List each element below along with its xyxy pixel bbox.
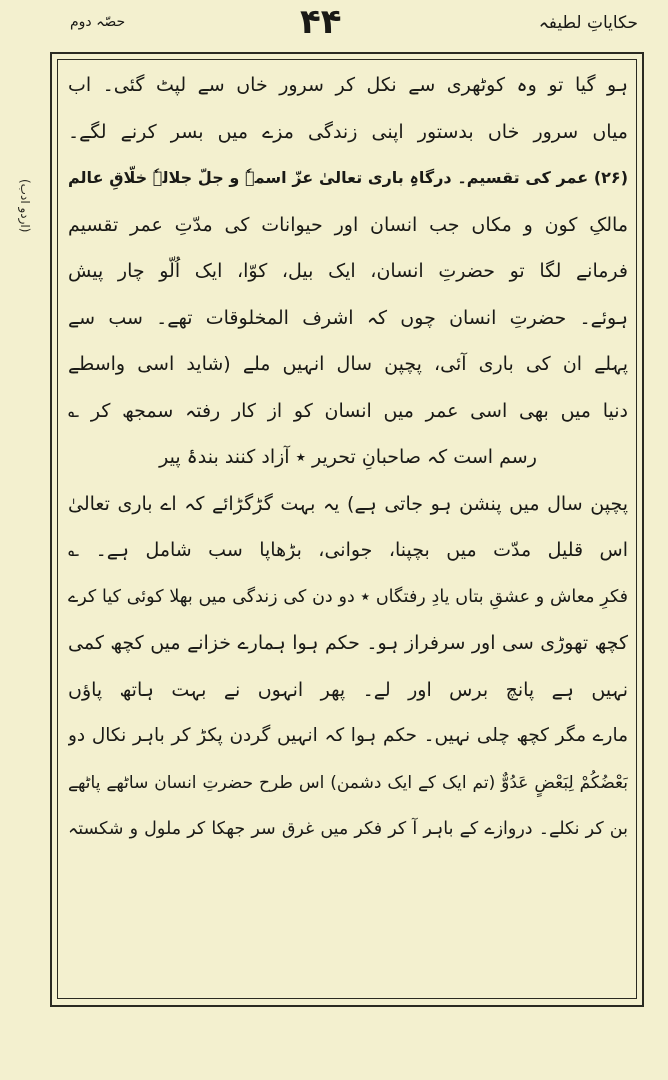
text-line: نہیں ہے پانچ برس اور لے۔ پھر انہوں نے بہت ہاتھ پاؤں	[68, 678, 628, 701]
text-line: فرمانے لگا تو حضرتِ انسان، ایک بیل، کوّا، ایک اُلّو چار پیش	[68, 260, 628, 282]
page-number: ۴۴	[300, 2, 342, 42]
text-line: اس قلیل مدّت میں بچپنا، جوانی، بڑھاپا سب شامل ہے۔ ؎	[68, 539, 628, 561]
text-line: مالکِ کون و مکاں جب انسان اور حیوانات کی مدّتِ عمر تقسیم	[68, 213, 628, 236]
text-line: پچپن سال میں پنشن ہو جاتی ہے) یہ بہت گڑگڑائے کہ اے باری تعالیٰ	[68, 492, 628, 515]
text-line: دنیا میں بھی اسی عمر میں انسان کو از کار رفتہ سمجھ کر ؎	[68, 399, 628, 422]
body-text	[68, 62, 628, 853]
text-line: کچھ تھوڑی سی اور سرفراز ہو۔ حکم ہوا ہمارے خزانے میں کچھ کمی	[68, 632, 628, 654]
book-title: حکایاتِ لطیفہ	[538, 13, 638, 33]
section-label: حصّہ دوم	[70, 14, 126, 30]
verse-line: فکرِ معاش و عشقِ بتاں یادِ رفتگاں ٭ دو دن کی زندگی میں بھلا کوئی کیا کرے	[68, 586, 628, 607]
text-line: ہوئے۔ حضرتِ انسان چوں کہ اشرف المخلوقات تھے۔ سب سے	[68, 306, 628, 329]
quran-quote-line: بَعْضُكُمْ لِبَعْضٍ عَدُوٌّ (تم ایک کے ایک دشمن) اس طرح حضرتِ انسان ساٹھے پاٹھے	[68, 772, 628, 793]
story-heading-line: (۲۶) عمر کی تقسیم۔ درگاہِ باری تعالیٰ عزّ اسمہٗ و جلّ جلالہٗ خلّاقِ عالم	[68, 168, 628, 187]
text-line: پہلے ان کی باری آئی، پچپن سال انہیں ملے (شاید اسی واسطے	[68, 353, 628, 375]
text-line: مارے مگر کچھ چلی نہیں۔ حکم ہوا کہ انہیں گردن پکڑ کر باہر نکال دو	[68, 725, 628, 746]
text-line: بن کر نکلے۔ دروازے کے باہر آ کر فکر میں غرق سر جھکا کر ملول و شکستہ	[68, 819, 628, 839]
margin-note: (اردو ادب)	[18, 178, 32, 232]
text-line: میاں سرور خاں بدستور اپنی زندگی مزے میں بسر کرنے لگے۔	[68, 120, 628, 143]
verse-line: رسم است کہ صاحبانِ تحریر ٭ آزاد کنند بندۂ پیر	[159, 446, 537, 468]
text-line: ہو گیا تو وہ کوٹھری سے نکل کر سرور خاں سے لپٹ گئی۔ اب	[68, 74, 628, 96]
